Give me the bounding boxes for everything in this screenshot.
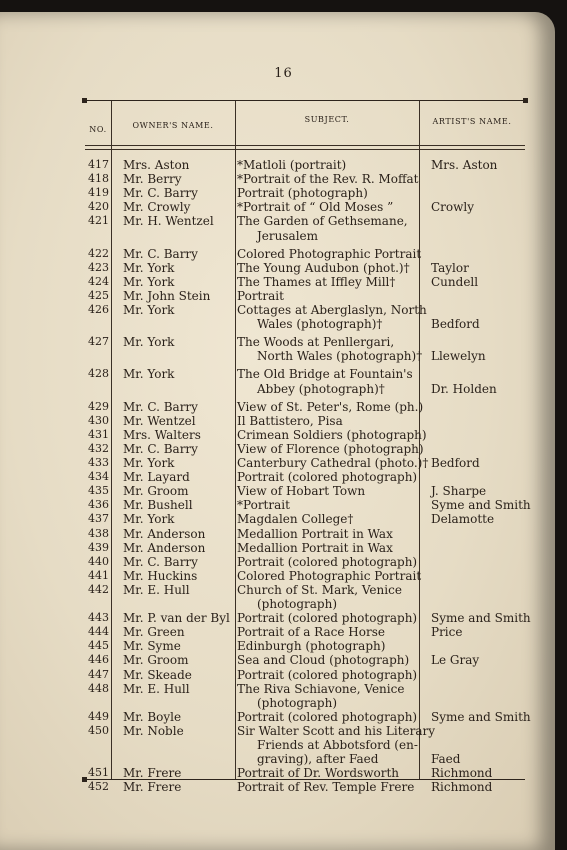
subject-text: Medallion Portrait in Wax [237,540,393,555]
owner-name: Mr. C. Barry [123,246,198,261]
owner-name: Mrs. Aston [123,158,190,172]
subject-text: Jerusalem [257,228,319,243]
artist-name: Cundell [431,274,479,289]
table-row [85,382,525,396]
subject-text: Cottages at Aberglaslyn, North [237,303,427,317]
table-row [85,541,525,555]
entry-number: 429 [88,399,109,413]
entry-number: 418 [88,172,109,186]
owner-name: Mr. Boyle [123,709,182,724]
entry-number: 433 [88,456,109,469]
subject-text: Portrait of a Race Horse [237,625,385,640]
subject-text: Magdalen College† [237,512,354,527]
entry-number: 436 [88,498,109,512]
owner-name: Mr. Frere [123,766,182,781]
table-row [85,275,525,289]
entry-number: 447 [88,667,109,681]
table-row [85,752,525,766]
owner-name: Mr. Berry [123,172,182,187]
owner-name: Mr. Crowly [123,200,191,215]
entry-number: 449 [88,709,109,723]
subject-text: Church of St. Mark, Venice [237,582,402,597]
owner-name: Mr. Green [123,625,185,640]
entry-number: 424 [88,274,109,288]
header-owner: OWNER'S NAME. [132,121,214,130]
owner-name: Mr. H. Wentzel [123,214,214,229]
subject-text: Crimean Soldiers (photograph) [237,427,427,442]
subject-text: The Thames at Iffley Mill† [237,274,396,289]
entry-number: 437 [88,512,109,526]
artist-name: J. Sharpe [431,484,487,499]
table-row [85,724,525,738]
artist-name: Llewelyn [431,349,486,364]
artist-name: Le Gray [431,653,480,668]
entry-number: 425 [88,288,109,302]
owner-name: Mr. Anderson [123,540,206,555]
table-row [85,349,525,363]
entry-number: 431 [88,427,109,441]
table-row [85,555,525,569]
entry-number: 427 [88,335,109,349]
table-row [85,569,525,583]
subject-text: *Portrait of the Rev. R. Moffat [237,172,419,187]
owner-name: Mr. Groom [123,484,189,499]
table-row [85,709,531,724]
artist-name: Richmond [431,766,493,781]
subject-text: The Old Bridge at Fountain's [237,367,413,382]
artist-name: Crowly [431,200,475,215]
owner-name: Mr. York [123,274,175,289]
owner-name: Mr. Layard [123,470,190,485]
table-row [85,289,525,303]
entry-number: 443 [88,611,109,625]
subject-text: View of St. Peter's, Rome (ph.) [237,399,424,414]
subject-text: Portrait of Rev. Temple Frere [237,780,415,795]
entry-number: 440 [88,554,109,568]
entry-number: 417 [88,158,109,171]
owner-name: Mr. Frere [123,780,182,795]
table-row [85,367,525,381]
entry-number: 435 [88,484,109,498]
owner-name: Mr. Skeade [123,667,192,682]
owner-name: Mr. York [123,512,175,527]
entry-number: 439 [88,540,109,554]
artist-name: Price [431,625,463,640]
owner-name: Mr. York [123,367,175,382]
subject-text: Colored Photographic Portrait [237,246,422,261]
table-row [85,668,525,682]
subject-text: (photograph) [257,597,338,611]
page-number: 16 [274,66,293,81]
table-row [85,229,525,243]
subject-text: *Portrait of “ Old Moses ” [237,200,394,215]
artist-name: Bedford [431,317,480,332]
table-row [85,470,525,484]
subject-text: Colored Photographic Portrait [237,568,422,583]
entry-number: 446 [88,653,109,667]
owner-name: Mr. Noble [123,723,184,738]
table-row [85,639,525,653]
table-row [85,172,525,186]
subject-text: Portrait (colored photograph) [237,667,418,682]
owner-name: Mr. C. Barry [123,399,198,414]
subject-text: Portrait (colored photograph) [237,470,418,485]
subject-text: The Young Audubon (phot.)† [237,260,410,275]
table-row [85,186,525,200]
entry-number: 452 [88,780,109,794]
owner-name: Mr. York [123,335,175,350]
artist-name: Dr. Holden [431,381,497,396]
table-row [85,653,525,667]
subject-text: Portrait (colored photograph) [237,554,418,569]
subject-text: View of Hobart Town [237,484,366,499]
subject-text: Medallion Portrait in Wax [237,526,393,541]
subject-text: *Portrait [237,498,290,513]
subject-text: The Riva Schiavone, Venice [237,681,405,696]
entry-number: 438 [88,526,109,540]
entry-number: 444 [88,625,109,639]
owner-name: Mr. Groom [123,653,189,668]
owner-name: Mr. P. van der Byl [123,611,230,626]
header-subject: SUBJECT. [304,115,350,124]
owner-name: Mr. Anderson [123,526,206,541]
subject-text: Portrait (colored photograph) [237,709,418,724]
table-row [85,484,525,498]
artist-name: Mrs. Aston [431,158,498,172]
artist-name: Faed [431,752,461,767]
owner-name: Mr. Bushell [123,498,193,513]
table-row [85,738,525,752]
entry-number: 450 [88,723,109,737]
entry-number: 432 [88,441,109,455]
header-no: NO. [89,125,107,134]
subject-text: The Garden of Gethsemane, [237,214,408,229]
table-row [85,335,525,349]
subject-text: The Woods at Penllergari, [237,335,395,350]
table-row [85,498,531,513]
table-row [85,428,525,442]
subject-text: Sir Walter Scott and his Literary [237,723,436,738]
entry-number: 434 [88,470,109,484]
subject-text: Edinburgh (photograph) [237,639,386,654]
table-row [85,414,525,428]
table-row [85,158,525,172]
table-row [85,214,525,228]
subject-text: Portrait (photograph) [237,186,368,201]
owner-name: Mr. C. Barry [123,554,198,569]
table-row [85,682,525,696]
owner-name: Mrs. Walters [123,427,201,442]
subject-text: North Wales (photograph)† [257,349,423,364]
artist-name: Syme and Smith [431,498,531,513]
owner-name: Mr. Wentzel [123,413,196,428]
entry-number: 442 [88,582,109,596]
entry-number: 445 [88,639,109,653]
subject-text: Canterbury Cathedral (photo.)† [237,456,429,470]
owner-name: Mr. Syme [123,639,181,654]
entry-number: 426 [88,303,109,316]
subject-text: View of Florence (photograph) [237,441,424,456]
table-row [85,512,525,526]
entry-number: 421 [88,214,109,228]
owner-name: Mr. York [123,303,175,317]
table-row [85,625,525,639]
subject-text: *Matloli (portrait) [237,158,347,172]
table-row [85,261,525,275]
artist-name: Taylor [431,260,469,275]
entry-number: 441 [88,568,109,582]
table-row [85,766,525,780]
entry-number: 430 [88,413,109,427]
table-row [85,611,531,626]
entry-number: 419 [88,186,109,200]
header-rule-double [85,149,525,150]
subject-text: Friends at Abbotsford (en- [257,738,418,752]
table-row [85,247,525,261]
artist-name: Syme and Smith [431,611,531,626]
owner-name: Mr. York [123,456,175,470]
subject-text: Abbey (photograph)† [257,381,385,396]
subject-text: Il Battistero, Pisa [237,413,343,428]
owner-name: Mr. John Stein [123,288,211,303]
owner-name: Mr. Huckins [123,568,198,583]
header-rule [85,145,525,146]
subject-text: Wales (photograph)† [257,317,383,332]
subject-text: Portrait [237,288,284,303]
subject-text: Portrait (colored photograph) [237,611,418,626]
table-corner-mark [82,98,87,103]
header-artist: ARTIST'S NAME. [432,117,512,126]
owner-name: Mr. C. Barry [123,186,198,201]
table-row [85,400,525,414]
artist-name: Bedford [431,456,480,470]
entry-number: 422 [88,246,109,260]
table-row [85,597,525,611]
table-row [85,200,525,214]
entry-number: 451 [88,766,109,780]
artist-name: Syme and Smith [431,709,531,724]
owner-name: Mr. C. Barry [123,441,198,456]
table-row [85,442,525,456]
owner-name: Mr. York [123,260,175,275]
subject-text: Portrait of Dr. Wordsworth [237,766,399,781]
artist-name: Delamotte [431,512,495,527]
table-row [85,696,525,710]
owner-name: Mr. E. Hull [123,681,190,696]
entry-number: 448 [88,681,109,695]
table-corner-mark [523,98,528,103]
entry-number: 420 [88,200,109,214]
subject-text: graving), after Faed [257,752,379,767]
owner-name: Mr. E. Hull [123,582,190,597]
table-row [85,456,525,470]
entry-number: 423 [88,260,109,274]
table-row [85,583,525,597]
table-row [85,303,525,317]
table-row [85,317,525,331]
table-row [85,527,525,541]
table-row [85,780,525,794]
subject-text: (photograph) [257,695,338,710]
artist-name: Richmond [431,780,493,795]
entry-number: 428 [88,367,109,381]
subject-text: Sea and Cloud (photograph) [237,653,410,668]
